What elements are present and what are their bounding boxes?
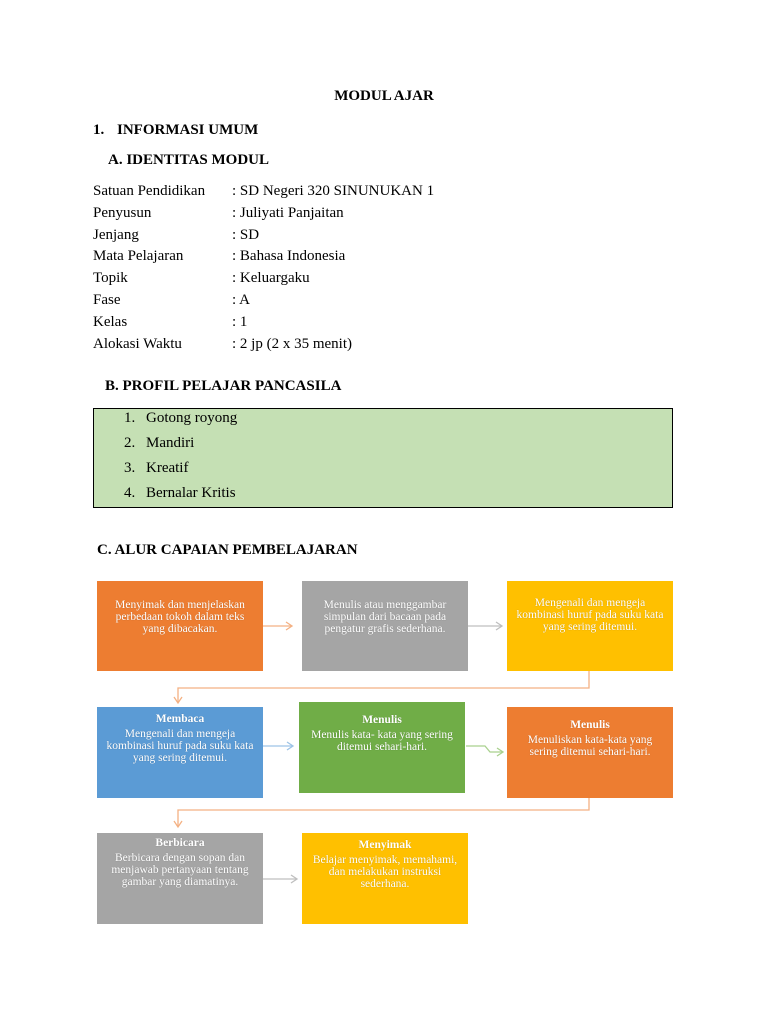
- flow-box-menyimak-menjelaskan: [97, 581, 263, 671]
- arrow-connector: [178, 798, 589, 826]
- flow-box-title: Menulis: [362, 714, 402, 726]
- list-text: Bernalar Kritis: [146, 485, 236, 501]
- flow-box-text: Menulis kata- kata yang sering ditemui sehari-hari.: [311, 729, 453, 753]
- section-informasi-umum: [93, 122, 258, 139]
- identity-key: Fase: [93, 291, 121, 308]
- identity-key: Jenjang: [93, 226, 139, 243]
- page-title: MODUL AJAR: [334, 88, 434, 104]
- identity-value: : Juliyati Panjaitan: [232, 204, 344, 221]
- flow-box-title: Menyimak: [358, 839, 412, 851]
- identity-value: : A: [232, 291, 250, 308]
- identity-key: Alokasi Waktu: [93, 335, 182, 352]
- section-number: 1.: [93, 122, 105, 138]
- arrow-connector: [466, 746, 502, 752]
- profil-list-box: [93, 408, 673, 508]
- identity-row: [93, 246, 434, 268]
- identity-row: [93, 268, 434, 290]
- identity-row: [93, 312, 434, 334]
- flow-box-menulis-simpulan: [302, 581, 468, 671]
- list-item: [124, 410, 237, 427]
- flow-box-membaca: [97, 707, 263, 798]
- identity-key: Kelas: [93, 313, 128, 330]
- identity-key: Topik: [93, 270, 128, 287]
- list-text: Mandiri: [146, 435, 195, 451]
- identity-value: : 1: [232, 313, 248, 330]
- identity-key: Satuan Pendidikan: [93, 183, 206, 199]
- list-number: 3.: [124, 460, 136, 476]
- flow-box-menyimak-instruksi: [302, 833, 468, 924]
- identity-row: [93, 225, 434, 247]
- heading-alur-capaian: C. ALUR CAPAIAN PEMBELAJARAN: [97, 542, 358, 558]
- list-item: [124, 435, 194, 452]
- identity-row: [93, 181, 434, 203]
- heading-identitas-modul: A. IDENTITAS MODUL: [108, 152, 269, 168]
- list-item: [124, 485, 236, 502]
- flow-box-text: Berbicara dengan sopan dan menjawab pertanyaan tentang gambar yang diamatinya.: [111, 852, 249, 888]
- list-number: 1.: [124, 410, 136, 426]
- flow-box-menuliskan-kata: [507, 707, 673, 798]
- flow-box-text: Menuliskan kata-kata yang sering ditemui sehari-hari.: [527, 734, 653, 758]
- flow-box-text: Mengenali dan mengeja kombinasi huruf pada suku kata yang sering ditemui.: [106, 728, 254, 764]
- flow-box-text: Belajar menyimak, memahami, dan melakukan instruksi sederhana.: [312, 854, 458, 890]
- list-text: Kreatif: [146, 460, 189, 476]
- identity-row: [93, 290, 434, 312]
- arrow-connector: [178, 671, 589, 702]
- identity-value: : SD Negeri 320 SINUNUKAN 1: [232, 183, 435, 199]
- identity-table: [93, 181, 434, 355]
- flow-box-menulis-kata: [299, 702, 465, 793]
- identity-key: Mata Pelajaran: [93, 248, 184, 265]
- flowchart: [95, 574, 675, 929]
- identity-value: : SD: [232, 226, 260, 243]
- identity-value: : Bahasa Indonesia: [232, 248, 346, 265]
- flow-box-text: Mengenali dan mengeja kombinasi huruf pada suku kata yang sering ditemui.: [516, 597, 664, 633]
- flow-box-text: Menyimak dan menjelaskan perbedaan tokoh dalam teks yang dibacakan.: [115, 599, 245, 635]
- list-item: [124, 460, 188, 477]
- flow-box-text: Menulis atau menggambar simpulan dari bacaan pada pengatur grafis sederhana.: [323, 599, 447, 635]
- flow-box-title: Membaca: [155, 713, 205, 725]
- identity-row: [93, 203, 434, 225]
- list-text: Gotong royong: [146, 410, 238, 426]
- flow-box-title: Menulis: [570, 719, 610, 731]
- identity-row: [93, 334, 434, 356]
- identity-value: : 2 jp (2 x 35 menit): [232, 335, 352, 352]
- identity-value: : Keluargaku: [232, 270, 310, 287]
- list-number: 4.: [124, 485, 136, 501]
- flow-box-berbicara: [97, 833, 263, 924]
- flow-box-mengenali-mengeja: [507, 581, 673, 671]
- section-label: INFORMASI UMUM: [117, 122, 259, 138]
- heading-profil-pelajar: B. PROFIL PELAJAR PANCASILA: [105, 378, 342, 394]
- list-number: 2.: [124, 435, 136, 451]
- identity-key: Penyusun: [93, 204, 152, 221]
- flow-box-title: Berbicara: [155, 837, 205, 849]
